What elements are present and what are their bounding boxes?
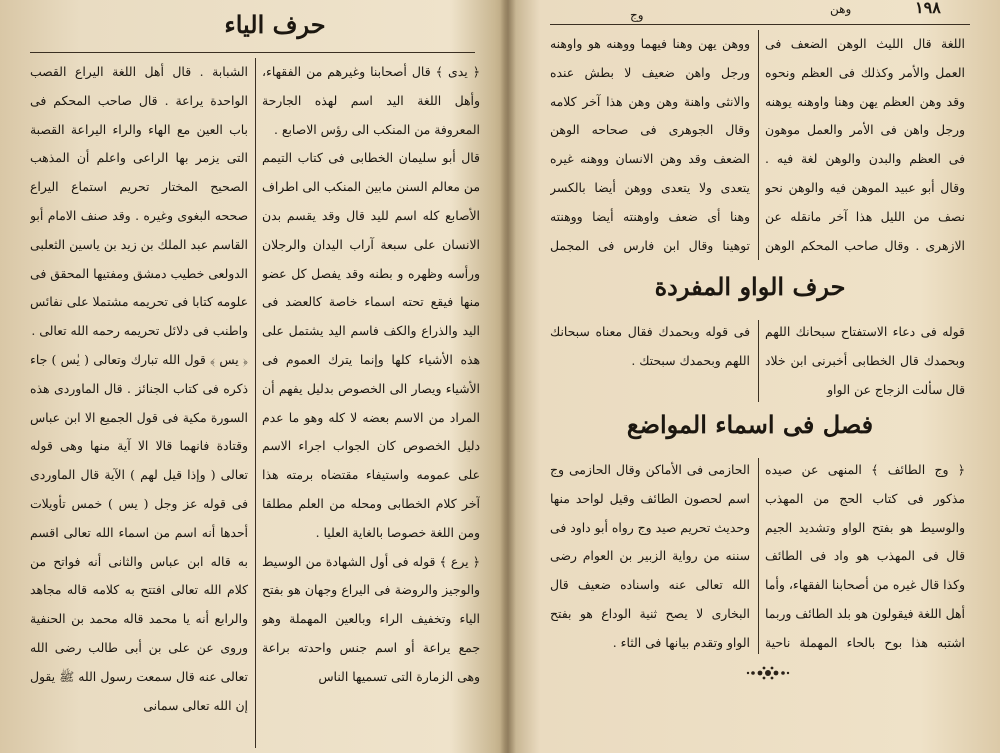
wahn-right-column: اللغة قال الليث الوهن الضعف فى العمل والأمر وكذلك فى العظم ونحوه وقد وهن العظم يهن وهنا واوهنه يوهنه ورجل واهن فى الأمر والعمل موهون فى العظم والبدن والوهن لغة فيه . وقال أبو عبيد الموهن فيه والوهن نحو نصف من الليل هذا آخر مانقله عن الازهرى . وقال صاحب المحكم الوهن [765,36,965,253]
waw-right-column: قوله فى دعاء الاستفتاح سبحانك اللهم وبحمدك قال الخطابى أخبرنى ابن خلاد قال سألت الزجاج عن الواو [765,324,965,397]
entry-yad: ﴿ يدى ﴾ قال أصحابنا وغيرهم من الفقهاء، وأهل اللغة اليد اسم لهذه الجارحة المعروفة من المنكب الى رؤس الاصابع . [262,64,480,137]
left-page-title: حرف الياء [224,10,326,39]
places-column-divider [758,458,759,654]
right-header-rule [550,24,970,25]
places-left-column: الحازمى فى الأماكن وقال الحازمى وج اسم لحصون الطائف وقيل لواحد منها وحديث تحريم صيد وج رواه أبو داود فى سننه من رواية الزبير بن العوام رضى الله تعالى عنه واسناده ضعيف قال البخارى لا يصح ثنية الوداع هو بفتح الواو وتقدم بيانها فى الثاء . [550,462,750,650]
section-title-places: فصل فى اسماء المواضع [626,410,874,439]
places-right-column: ﴿ وج الطائف ﴾ المنهى عن صيده مذكور فى كتاب الحج من المهذب والوسيط هو بفتح الواو وتشديد الجيم قال فى المهذب هو واد فى الطائف وكذا قال غيره من أصحابنا الفقهاء، وأما أهل اللغة فيقولون هو بلد الطائف وربما اشتبه هذا بوح بالحاء المهملة ناحية [765,462,965,650]
running-head-secondary: وج [630,8,644,22]
wahn-column-divider [758,30,759,260]
left-header-rule [30,52,475,53]
waw-left-column: فى قوله وبحمدك فقال معناه سبحانك اللهم وبحمدك سبحتك . [550,324,750,368]
entry-yad-khattabi: قال أبو سليمان الخطابى فى كتاب التيمم من معالم السنن مابين المنكب الى اطراف الأصابع كله اسم لليد قال وقد يقسم بدن الانسان على سبعة آراب اليدان والرجلان ورأسه وظهره و بطنه وقد يفصل كل عضو منها فيقع تحته اسماء خاصة كالعضد فى اليد والذراع والكف فاسم اليد يشتمل على هذه الأشياء كلها وإنما يترك العموم فى الأشياء ويصار الى الخصوص بدليل يفهم أن المراد من الاسم بعضه لا كله وهو ما عدم دليل الخصوص كان الجواب اجراء الاسم على عمومه واستيفاء مقتضاه برمته هذا آخر كلام الخطابى ومحله من العلم مطلقا ومن اللغة خصوصا بالغاية العليا . [262,150,480,540]
running-head: وهن [830,2,852,16]
left-page-left-column [30,58,248,748]
entry-yara: ﴿ يرع ﴾ قوله فى أول الشهادة من الوسيط والوجيز والروضة فى اليراع وجهان هو بفتح الياء وتخفيف الراء وبالعين المهملة وهو جمع يراعة أو اسم جنس واحدته براعة وهى الزمارة التى تسميها الناس [262,553,480,684]
ornament-icon [745,663,791,683]
section-title-waw: حرف الواو المفردة [654,272,846,301]
entry-yara-cont: الشبابة . قال أهل اللغة اليراع القصب الواحدة يراعة . قال صاحب المحكم فى باب العين مع الهاء والراء اليراعة القصبة التى يزمر بها الراعى واعلم أن المذهب الصحيح المختار تحريم استماع اليراع صححه البغوى وغيره . وقد صنف الامام أبو القاسم عبد الملك بن زيد بن ياسين الثعلبى الدولعى خطيب دمشق ومفتيها المحقق فى علومه كتابا فى تحريمه مشتملا على نفائس واطنب فى دلائل تحريمه رحمه الله تعالى . [30,64,248,339]
page-number: ١٩٨ [915,0,941,17]
right-page [510,0,1000,753]
left-column-divider [255,58,256,748]
entry-yasin: ﴿ يس ﴾ قول الله تبارك وتعالى ( يٰس ) جاء ذكره فى كتاب الجنائز . قال الماوردى هذه السورة مكية فى قول الجميع الا ابن عباس وقتادة فانهما قالا الا آية منها وهى قوله تعالى ( وإذا قيل لهم ) الآية قال الماوردى فى قوله عز وجل ( يس ) خمس تأويلات أحدها أنه اسم من اسماء الله تعالى اقسم به قاله ابن عباس والثانى أنه فواتح من كلام الله تعالى افتتح به كلامه قاله مجاهد والرابع أنه يا محمد قاله محمد بن الحنفية وروى عن على بن أبى طالب رضى الله تعالى عنه قال سمعت رسول الله ﷺ يقول إن الله تعالى سمانى [30,351,248,713]
left-page-right-column [262,58,480,748]
wahn-left-column: ووهن يهن وهنا فيهما ووهنه هو واوهنه ورجل واهن ضعيف لا بطش عنده والانثى واهنة وهن وهن هذا آخر كلامه وقال الجوهرى فى صحاحه الوهن الضعف وقد وهن الانسان ووهنه غيره يتعدى ولا يتعدى ووهن أيضا بالكسر وهنا أى ضعف واوهنته أيضا ووهنته توهينا وقال ابن فارس فى المجمل [550,36,750,253]
waw-column-divider [758,320,759,402]
